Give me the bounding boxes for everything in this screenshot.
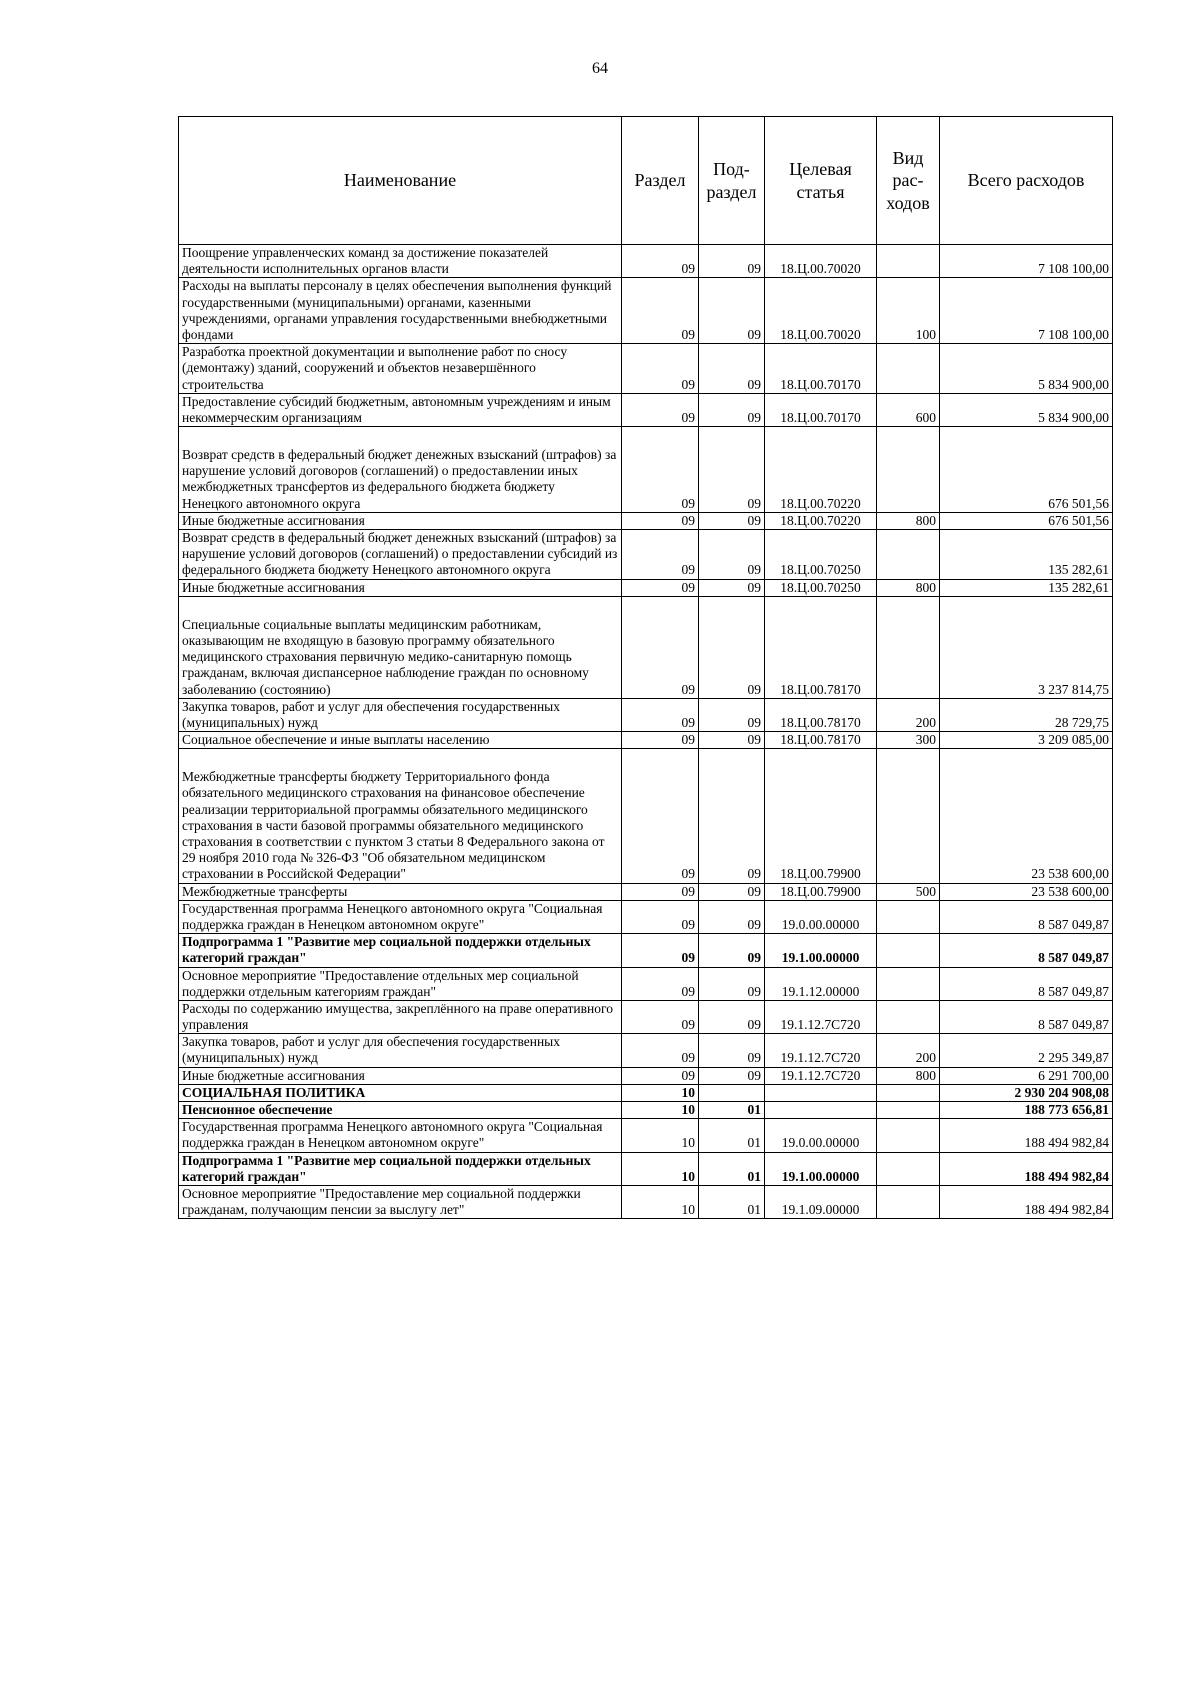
table-header-row — [179, 117, 1113, 245]
row-section: 09 — [622, 967, 699, 1000]
row-type — [877, 1185, 940, 1218]
row-type: 300 — [877, 732, 940, 749]
row-target: 18.Ц.00.79900 — [765, 883, 877, 900]
row-type — [877, 1152, 940, 1185]
table-row — [179, 344, 1113, 394]
row-name: Разработка проектной документации и выполнение работ по сносу (демонтажу) зданий, сооружений и объектов незавершённого строительства — [179, 344, 622, 394]
row-section: 09 — [622, 934, 699, 967]
row-target: 19.1.00.00000 — [765, 934, 877, 967]
table-row — [179, 900, 1113, 933]
row-section: 09 — [622, 344, 699, 394]
table-row — [179, 393, 1113, 426]
row-type — [877, 344, 940, 394]
row-type: 800 — [877, 512, 940, 529]
row-section: 09 — [622, 579, 699, 596]
row-section: 10 — [622, 1084, 699, 1101]
row-total: 3 209 085,00 — [940, 732, 1113, 749]
table-row — [179, 1084, 1113, 1101]
row-section: 09 — [622, 427, 699, 513]
row-target — [765, 1084, 877, 1101]
table-row — [179, 1152, 1113, 1185]
row-type — [877, 427, 940, 513]
row-name: Иные бюджетные ассигнования — [179, 1067, 622, 1084]
row-total: 676 501,56 — [940, 512, 1113, 529]
table-row — [179, 1067, 1113, 1084]
row-section: 09 — [622, 1067, 699, 1084]
row-type: 100 — [877, 278, 940, 344]
row-section: 10 — [622, 1102, 699, 1119]
row-type — [877, 934, 940, 967]
row-target: 19.1.09.00000 — [765, 1185, 877, 1218]
row-subsection: 01 — [699, 1152, 765, 1185]
row-target: 18.Ц.00.79900 — [765, 749, 877, 883]
row-subsection: 09 — [699, 278, 765, 344]
row-section: 10 — [622, 1152, 699, 1185]
row-total: 8 587 049,87 — [940, 934, 1113, 967]
row-target: 18.Ц.00.70220 — [765, 427, 877, 513]
row-name: Межбюджетные трансферты — [179, 883, 622, 900]
row-section: 09 — [622, 596, 699, 698]
row-section: 09 — [622, 749, 699, 883]
row-subsection: 09 — [699, 245, 765, 278]
table-row — [179, 934, 1113, 967]
row-subsection: 09 — [699, 1067, 765, 1084]
row-section: 09 — [622, 1034, 699, 1067]
row-total: 5 834 900,00 — [940, 344, 1113, 394]
row-name: Закупка товаров, работ и услуг для обеспечения государственных (муниципальных) нужд — [179, 698, 622, 731]
row-section: 09 — [622, 393, 699, 426]
row-name: Специальные социальные выплаты медицинским работникам, оказывающим не входящую в базовую программу обязательного медицинского страхования первичную медико-санитарную помощь гражданам, включая диспансерное наблюдение граждан по основному заболеванию (состоянию) — [179, 596, 622, 698]
row-subsection: 09 — [699, 883, 765, 900]
budget-table — [178, 116, 1113, 1219]
row-section: 09 — [622, 530, 699, 580]
row-target: 18.Ц.00.70020 — [765, 245, 877, 278]
table-row — [179, 1102, 1113, 1119]
row-total: 188 494 982,84 — [940, 1152, 1113, 1185]
row-subsection: 09 — [699, 1034, 765, 1067]
row-total: 8 587 049,87 — [940, 900, 1113, 933]
row-target: 19.1.12.7С720 — [765, 1034, 877, 1067]
row-section: 09 — [622, 732, 699, 749]
table-row — [179, 245, 1113, 278]
row-name: Закупка товаров, работ и услуг для обеспечения государственных (муниципальных) нужд — [179, 1034, 622, 1067]
row-subsection: 09 — [699, 1000, 765, 1033]
page-number: 64 — [592, 60, 608, 77]
header-subsection: Под- раздел — [699, 117, 765, 245]
row-type — [877, 1000, 940, 1033]
row-name: Расходы по содержанию имущества, закреплённого на праве оперативного управления — [179, 1000, 622, 1033]
row-target: 18.Ц.00.70170 — [765, 393, 877, 426]
row-total: 5 834 900,00 — [940, 393, 1113, 426]
row-target — [765, 1102, 877, 1119]
row-subsection: 09 — [699, 749, 765, 883]
row-target: 19.0.00.00000 — [765, 1119, 877, 1152]
row-subsection: 09 — [699, 512, 765, 529]
header-section: Раздел — [622, 117, 699, 245]
row-total: 7 108 100,00 — [940, 278, 1113, 344]
row-type — [877, 530, 940, 580]
table-row — [179, 732, 1113, 749]
row-subsection: 09 — [699, 967, 765, 1000]
table-row — [179, 1000, 1113, 1033]
row-total: 7 108 100,00 — [940, 245, 1113, 278]
header-name: Наименование — [179, 117, 622, 245]
row-total: 6 291 700,00 — [940, 1067, 1113, 1084]
row-target: 19.1.12.7С720 — [765, 1067, 877, 1084]
row-type — [877, 596, 940, 698]
row-name: Иные бюджетные ассигнования — [179, 512, 622, 529]
header-total: Всего расходов — [940, 117, 1113, 245]
row-subsection: 01 — [699, 1119, 765, 1152]
row-target: 19.1.12.00000 — [765, 967, 877, 1000]
row-type: 200 — [877, 698, 940, 731]
row-name: Иные бюджетные ассигнования — [179, 579, 622, 596]
row-subsection: 01 — [699, 1102, 765, 1119]
row-section: 09 — [622, 883, 699, 900]
row-target: 18.Ц.00.70250 — [765, 530, 877, 580]
row-subsection: 09 — [699, 934, 765, 967]
row-name: Подпрограмма 1 "Развитие мер социальной поддержки отдельных категорий граждан" — [179, 934, 622, 967]
row-section: 09 — [622, 698, 699, 731]
row-total: 23 538 600,00 — [940, 883, 1113, 900]
row-section: 09 — [622, 512, 699, 529]
row-total: 188 494 982,84 — [940, 1119, 1113, 1152]
row-target: 18.Ц.00.70170 — [765, 344, 877, 394]
table-row — [179, 278, 1113, 344]
row-subsection: 09 — [699, 732, 765, 749]
row-section: 09 — [622, 278, 699, 344]
table-row — [179, 530, 1113, 580]
row-total: 188 494 982,84 — [940, 1185, 1113, 1218]
row-total: 135 282,61 — [940, 530, 1113, 580]
table-row — [179, 427, 1113, 513]
row-total: 2 295 349,87 — [940, 1034, 1113, 1067]
row-section: 09 — [622, 1000, 699, 1033]
row-section: 10 — [622, 1119, 699, 1152]
table-row — [179, 1185, 1113, 1218]
row-type: 800 — [877, 1067, 940, 1084]
row-section: 09 — [622, 900, 699, 933]
row-total: 23 538 600,00 — [940, 749, 1113, 883]
table-row — [179, 512, 1113, 529]
row-name: Государственная программа Ненецкого автономного округа "Социальная поддержка граждан в Ненецком автономном округе" — [179, 1119, 622, 1152]
row-target: 19.1.12.7С720 — [765, 1000, 877, 1033]
row-type: 800 — [877, 579, 940, 596]
row-target: 18.Ц.00.78170 — [765, 596, 877, 698]
row-subsection: 09 — [699, 344, 765, 394]
table-row — [179, 967, 1113, 1000]
row-total: 8 587 049,87 — [940, 967, 1113, 1000]
row-type — [877, 245, 940, 278]
table-row — [179, 749, 1113, 883]
row-name: Государственная программа Ненецкого автономного округа "Социальная поддержка граждан в Ненецком автономном округе" — [179, 900, 622, 933]
row-target: 19.1.00.00000 — [765, 1152, 877, 1185]
table-row — [179, 698, 1113, 731]
row-target: 18.Ц.00.70250 — [765, 579, 877, 596]
row-name: Социальное обеспечение и иные выплаты населению — [179, 732, 622, 749]
row-target: 18.Ц.00.78170 — [765, 732, 877, 749]
row-type: 600 — [877, 393, 940, 426]
row-subsection — [699, 1084, 765, 1101]
row-name: Подпрограмма 1 "Развитие мер социальной поддержки отдельных категорий граждан" — [179, 1152, 622, 1185]
row-total: 188 773 656,81 — [940, 1102, 1113, 1119]
row-subsection: 09 — [699, 579, 765, 596]
table-row — [179, 579, 1113, 596]
row-name: Пенсионное обеспечение — [179, 1102, 622, 1119]
row-name: Возврат средств в федеральный бюджет денежных взысканий (штрафов) за нарушение условий договоров (соглашений) о предоставлении субсидий из федерального бюджета бюджету Ненецкого автономного округа — [179, 530, 622, 580]
row-subsection: 09 — [699, 427, 765, 513]
row-type — [877, 900, 940, 933]
row-subsection: 01 — [699, 1185, 765, 1218]
row-name: Предоставление субсидий бюджетным, автономным учреждениям и иным некоммерческим организациям — [179, 393, 622, 426]
row-name: Возврат средств в федеральный бюджет денежных взысканий (штрафов) за нарушение условий договоров (соглашений) о предоставлении иных межбюджетных трансфертов из федерального бюджета бюджету Ненецкого автономного округа — [179, 427, 622, 513]
row-name: СОЦИАЛЬНАЯ ПОЛИТИКА — [179, 1084, 622, 1101]
table-row — [179, 1034, 1113, 1067]
row-target: 18.Ц.00.70220 — [765, 512, 877, 529]
row-type — [877, 1084, 940, 1101]
row-subsection: 09 — [699, 596, 765, 698]
row-total: 135 282,61 — [940, 579, 1113, 596]
row-subsection: 09 — [699, 900, 765, 933]
table-row — [179, 596, 1113, 698]
row-subsection: 09 — [699, 393, 765, 426]
header-expense-type: Вид рас- ходов — [877, 117, 940, 245]
row-target: 19.0.00.00000 — [765, 900, 877, 933]
row-name: Основное мероприятие "Предоставление отдельных мер социальной поддержки отдельным категориям граждан" — [179, 967, 622, 1000]
row-type: 500 — [877, 883, 940, 900]
row-total: 676 501,56 — [940, 427, 1113, 513]
row-type — [877, 1119, 940, 1152]
row-name: Расходы на выплаты персоналу в целях обеспечения выполнения функций государственными (муниципальными) органами, казенными учреждениями, органами управления государственными внебюджетными фондами — [179, 278, 622, 344]
row-section: 10 — [622, 1185, 699, 1218]
row-name: Поощрение управленческих команд за достижение показателей деятельности исполнительных органов власти — [179, 245, 622, 278]
table-row — [179, 1119, 1113, 1152]
row-total: 28 729,75 — [940, 698, 1113, 731]
row-name: Основное мероприятие "Предоставление мер социальной поддержки гражданам, получающим пенсии за выслугу лет" — [179, 1185, 622, 1218]
row-total: 2 930 204 908,08 — [940, 1084, 1113, 1101]
header-target: Целевая статья — [765, 117, 877, 245]
table-row — [179, 883, 1113, 900]
row-subsection: 09 — [699, 530, 765, 580]
row-type — [877, 749, 940, 883]
row-type: 200 — [877, 1034, 940, 1067]
row-section: 09 — [622, 245, 699, 278]
row-target: 18.Ц.00.70020 — [765, 278, 877, 344]
row-target: 18.Ц.00.78170 — [765, 698, 877, 731]
row-total: 3 237 814,75 — [940, 596, 1113, 698]
row-subsection: 09 — [699, 698, 765, 731]
row-name: Межбюджетные трансферты бюджету Территориального фонда обязательного медицинского страхования на финансовое обеспечение реализации территориальной программы обязательного медицинского страхования в части базовой программы обязательного медицинского страхования в соответствии с пунктом 3 статьи 8 Федерального закона от 29 ноября 2010 года № 326-ФЗ "Об обязательном медицинском страховании в Российской Федерации" — [179, 749, 622, 883]
row-type — [877, 1102, 940, 1119]
row-total: 8 587 049,87 — [940, 1000, 1113, 1033]
row-type — [877, 967, 940, 1000]
